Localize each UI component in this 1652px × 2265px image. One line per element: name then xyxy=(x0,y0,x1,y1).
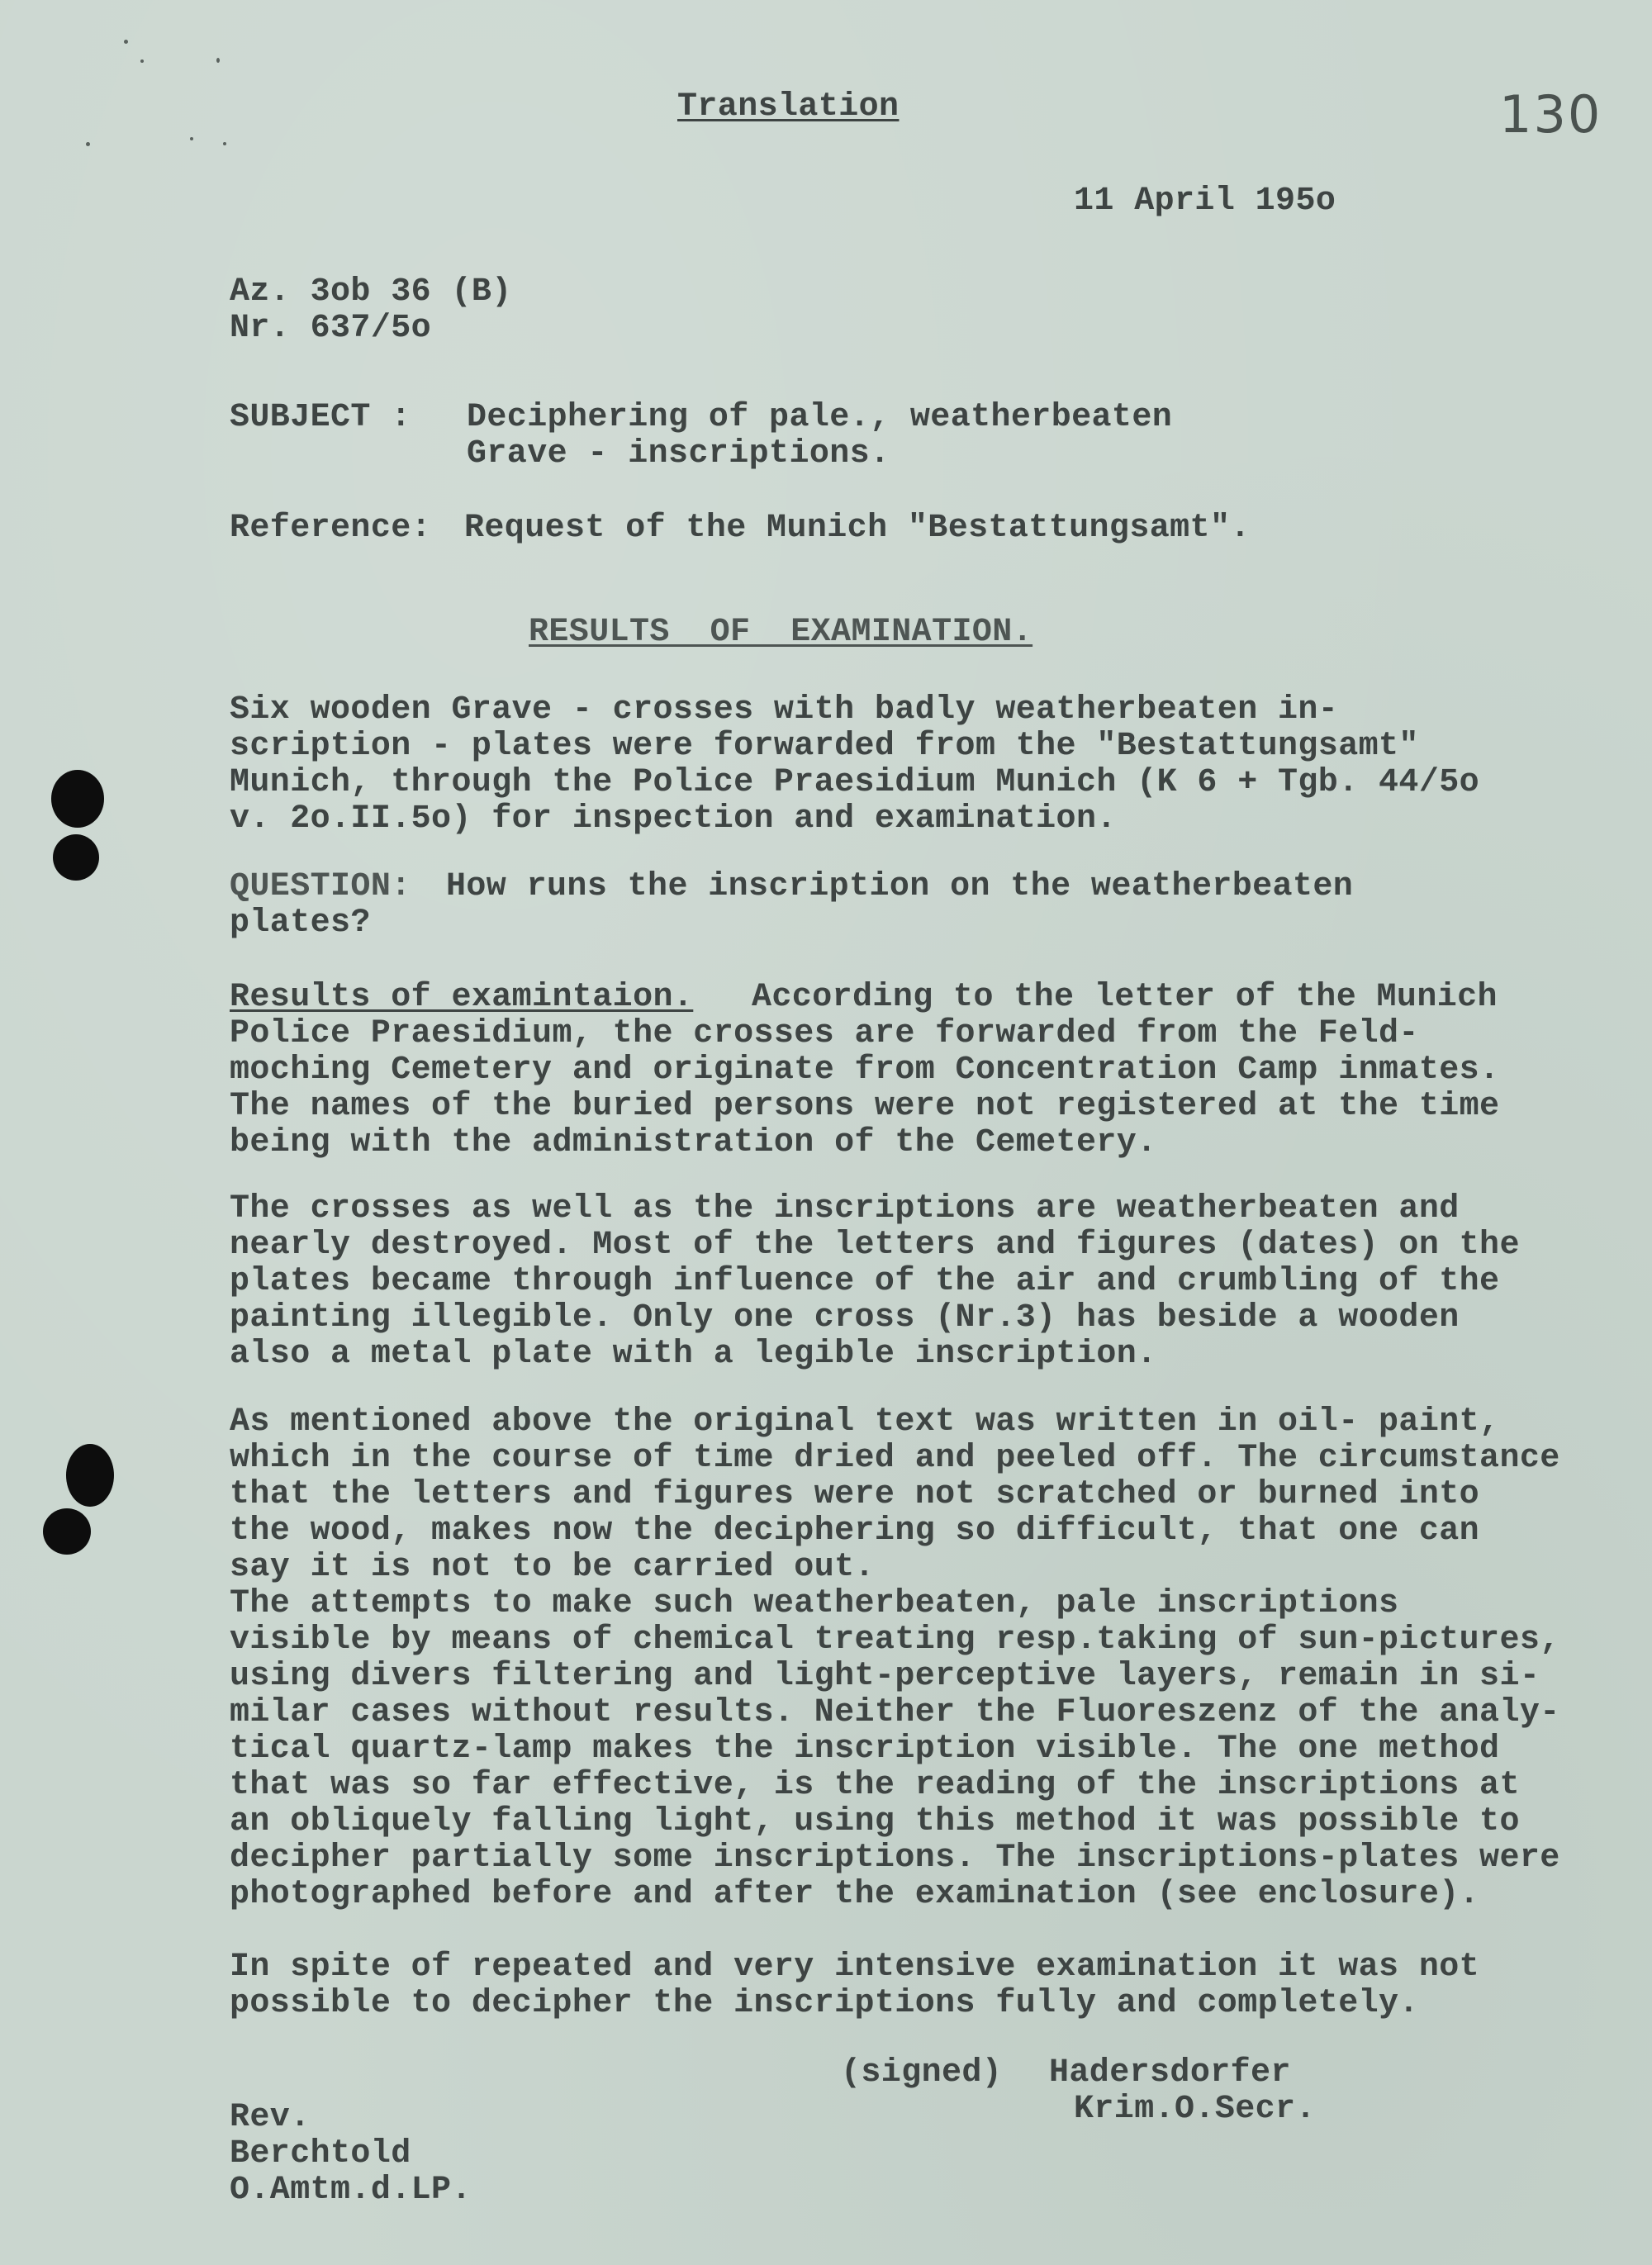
subject-line: Deciphering of pale., weatherbeaten xyxy=(467,399,1173,436)
paragraph-line: According to the letter of the Munich xyxy=(752,979,1498,1016)
paragraph-line: plates became through influence of the air and crumbling of the xyxy=(230,1263,1500,1300)
paragraph-line: Munich, through the Police Praesidium Munich (K 6 + Tgb. 44/5o xyxy=(230,764,1480,801)
punch-hole xyxy=(53,834,99,881)
subject-line: Grave - inscriptions. xyxy=(467,435,890,472)
reviewer-line: Rev. xyxy=(230,2099,311,2136)
punch-hole xyxy=(66,1444,114,1507)
paragraph-line: Six wooden Grave - crosses with badly weatherbeaten in- xyxy=(230,691,1339,729)
question-line: How runs the inscription on the weatherbeaten xyxy=(446,868,1354,905)
paragraph-line: possible to decipher the inscriptions fully and completely. xyxy=(230,1985,1419,2022)
paragraph-line: photographed before and after the examination (see enclosure). xyxy=(230,1876,1480,1913)
paragraph-line: The attempts to make such weatherbeaten, pale inscriptions xyxy=(230,1585,1399,1622)
paragraph-line: that was so far effective, is the reading of the inscriptions at xyxy=(230,1767,1520,1804)
question-line: plates? xyxy=(230,905,371,942)
results-heading: RESULTS OF EXAMINATION. xyxy=(529,614,1033,651)
speck-mark xyxy=(223,142,226,145)
paragraph-line: an obliquely falling light, using this method it was possible to xyxy=(230,1803,1520,1840)
signer-title: Krim.O.Secr. xyxy=(1074,2091,1316,2128)
paragraph-line: painting illegible. Only one cross (Nr.3) has beside a wooden xyxy=(230,1299,1460,1337)
question-label: QUESTION: xyxy=(230,868,411,905)
reviewer-line: Berchtold xyxy=(230,2135,411,2172)
speck-mark xyxy=(190,137,193,140)
speck-mark xyxy=(86,142,90,146)
file-reference-line: Nr. 637/5o xyxy=(230,310,432,347)
paragraph-line: using divers filtering and light-perceptive layers, remain in si- xyxy=(230,1658,1540,1695)
paragraph-line: visible by means of chemical treating resp.taking of sun-pictures, xyxy=(230,1622,1560,1659)
punch-hole xyxy=(43,1508,91,1555)
reviewer-line: O.Amtm.d.LP. xyxy=(230,2172,472,2209)
paragraph-line: As mentioned above the original text was written in oil- paint, xyxy=(230,1403,1500,1441)
subject-label: SUBJECT : xyxy=(230,399,411,436)
signer-name: Hadersdorfer xyxy=(1049,2054,1291,2092)
signed-label: (signed) xyxy=(841,2054,1003,2092)
document-date: 11 April 195o xyxy=(1074,183,1336,220)
paragraph-line: being with the administration of the Cemetery. xyxy=(230,1124,1157,1161)
paragraph-line: milar cases without results. Neither the Fluoreszenz of the analy- xyxy=(230,1694,1560,1731)
paragraph-line: decipher partially some inscriptions. The inscriptions-plates were xyxy=(230,1840,1560,1877)
speck-mark xyxy=(124,40,128,44)
paragraph-line: say it is not to be carried out. xyxy=(230,1549,875,1586)
paragraph-line: v. 2o.II.5o) for inspection and examination. xyxy=(230,800,1117,838)
page-number: 130 xyxy=(1499,84,1602,145)
speck-mark xyxy=(140,59,144,63)
results-label: Results of examintaion. xyxy=(230,979,694,1016)
reference-text: Request of the Munich "Bestattungsamt". xyxy=(464,510,1251,547)
document-heading: Translation xyxy=(677,88,900,126)
paragraph-line: that the letters and figures were not scratched or burned into xyxy=(230,1476,1480,1513)
paragraph-line: moching Cemetery and originate from Concentration Camp inmates. xyxy=(230,1052,1500,1089)
paragraph-line: tical quartz-lamp makes the inscription visible. The one method xyxy=(230,1731,1500,1768)
speck-mark xyxy=(216,58,220,63)
paragraph-line: scription - plates were forwarded from the "Bestattungsamt" xyxy=(230,728,1419,765)
paragraph-line: In spite of repeated and very intensive examination it was not xyxy=(230,1949,1480,1986)
reference-label: Reference: xyxy=(230,510,432,547)
paragraph-line: The crosses as well as the inscriptions are weatherbeaten and xyxy=(230,1190,1460,1227)
paragraph-line: The names of the buried persons were not registered at the time xyxy=(230,1088,1500,1125)
paragraph-line: nearly destroyed. Most of the letters and figures (dates) on the xyxy=(230,1227,1520,1264)
paragraph-line: Police Praesidium, the crosses are forwarded from the Feld- xyxy=(230,1015,1419,1052)
paragraph-line: also a metal plate with a legible inscription. xyxy=(230,1336,1157,1373)
paragraph-line: which in the course of time dried and peeled off. The circumstance xyxy=(230,1440,1560,1477)
punch-hole xyxy=(51,770,104,828)
paragraph-line: the wood, makes now the deciphering so difficult, that one can xyxy=(230,1512,1480,1550)
file-reference-line: Az. 3ob 36 (B) xyxy=(230,273,512,311)
